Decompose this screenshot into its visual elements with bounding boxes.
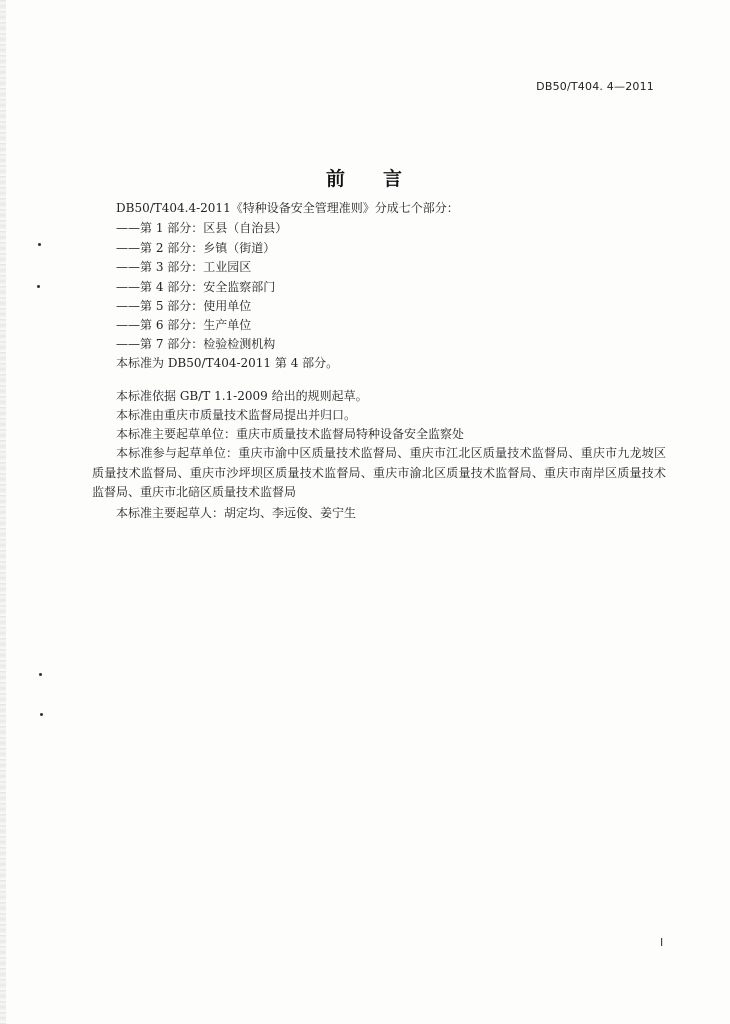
part-item-5: ——第 5 部分：使用单位 <box>116 299 252 313</box>
standard-code: DB50/T404. 4—2011 <box>536 80 654 93</box>
part-item-4: ——第 4 部分：安全监察部门 <box>116 280 276 294</box>
part-item-6: ——第 6 部分：生产单位 <box>116 318 252 332</box>
part-statement: 本标准为 DB50/T404-2011 第 4 部分。 <box>116 356 339 370</box>
page-title <box>0 164 730 191</box>
page-number: I <box>660 936 664 949</box>
title-char-1: 前 <box>325 168 347 190</box>
paragraph-participating-orgs: 本标准参与起草单位：重庆市渝中区质量技术监督局、重庆市江北区质量技术监督局、重庆市九龙坡区质量技术监督局、重庆市沙坪坝区质量技术监督局、重庆市渝北区质量技术监督局、重庆市南岸区质量技术监督局、重庆市北碚区质量技术监督局 <box>92 446 666 499</box>
scan-speck <box>40 713 43 716</box>
scan-edge <box>0 0 6 1024</box>
title-char-2: 言 <box>383 168 405 190</box>
paragraph-main-drafters: 本标准主要起草人：胡定均、李远俊、姜宁生 <box>116 506 357 520</box>
paragraph-basis: 本标准依据 GB/T 1.1-2009 给出的规则起草。 <box>116 389 368 403</box>
scan-speck <box>37 285 40 288</box>
part-item-2: ——第 2 部分：乡镇（街道） <box>116 241 276 255</box>
scan-speck <box>39 673 42 676</box>
part-item-3: ——第 3 部分：工业园区 <box>116 260 252 274</box>
part-item-7: ——第 7 部分：检验检测机构 <box>116 337 276 351</box>
paragraph-proposer: 本标准由重庆市质量技术监督局提出并归口。 <box>116 408 357 422</box>
part-item-1: ——第 1 部分：区县（自治县） <box>116 221 288 235</box>
paragraph-main-drafter-org: 本标准主要起草单位：重庆市质量技术监督局特种设备安全监察处 <box>116 427 465 441</box>
intro-line: DB50/T404.4-2011《特种设备安全管理准则》分成七个部分： <box>116 201 459 215</box>
scan-speck <box>38 243 41 246</box>
